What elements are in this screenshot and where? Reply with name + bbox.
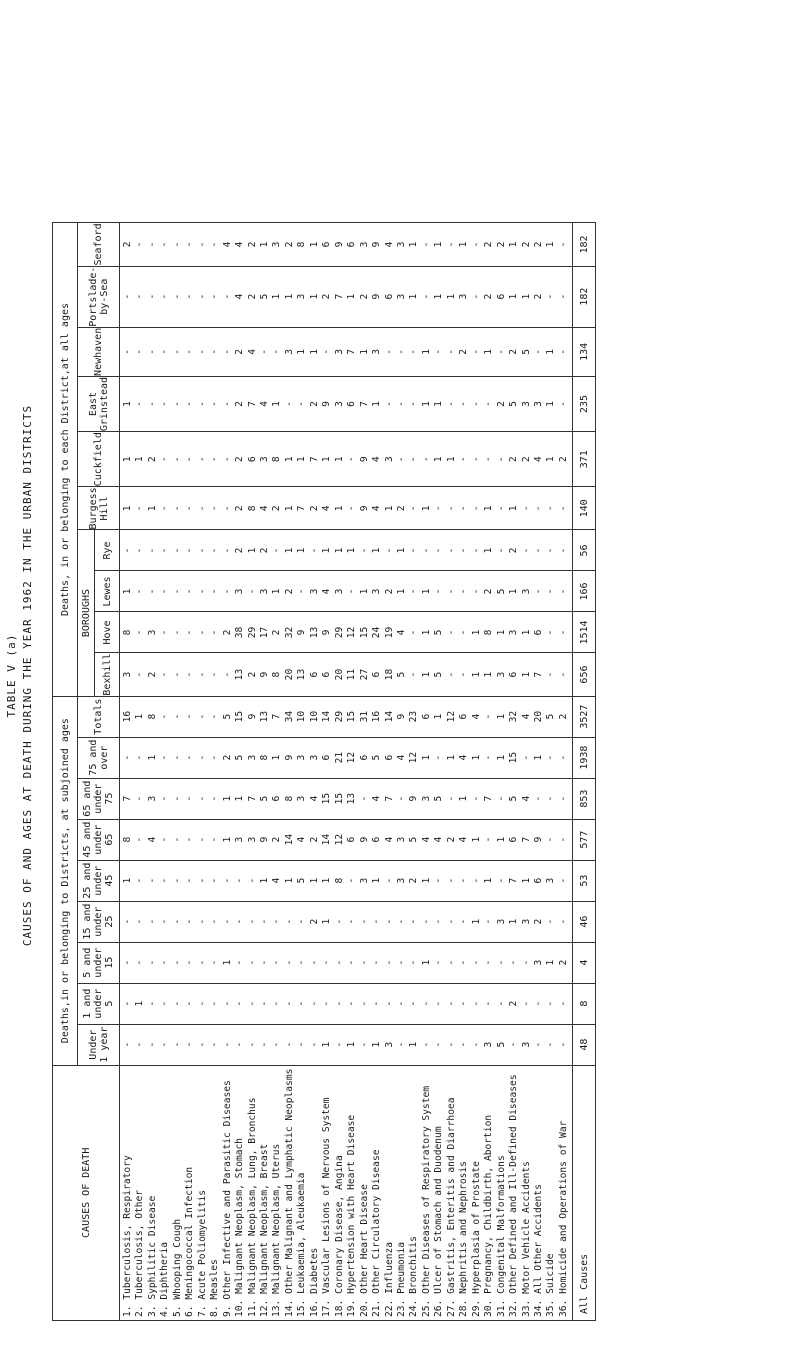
district-values-9 <box>120 223 573 266</box>
age-total-2: 4 <box>573 942 596 983</box>
age-col-5: 45 and under 65 <box>78 819 120 860</box>
district-total-8: 182 <box>573 266 596 327</box>
age-values-7 <box>120 737 573 778</box>
district-total-4: 140 <box>573 487 596 530</box>
age-values-col: - 1 - - - - - - - - - - - - - - - - - - - - - - - - - - - - - 2 - - - - <box>122 1000 569 1007</box>
district-values-col: - - - - - - - - - 4 2 5 1 1 3 1 2 7 1 2 9 6 3 1 - 1 1 3 - 2 6 1 1 2 - - <box>122 293 569 300</box>
age-values-2 <box>120 942 573 983</box>
district-col-6: East Grinstead <box>78 376 120 431</box>
age-col-6: 65 and under 75 <box>78 778 120 819</box>
age-col-2: 5 and under 15 <box>78 942 120 983</box>
causes-table <box>52 222 596 1321</box>
causes-list-cell <box>120 1065 573 1320</box>
district-values-3 <box>120 530 573 571</box>
age-total-6: 853 <box>573 778 596 819</box>
district-col-7: Newhaven <box>78 327 120 376</box>
district-group-header: Deaths, in or belonging to each District,at all ages <box>53 223 78 696</box>
age-total-7: 1938 <box>573 737 596 778</box>
age-total-3: 46 <box>573 901 596 942</box>
age-values-col: - - - - - - - - - - - - - - - 2 1 - - - - - - - - - - - 1 - 3 1 3 2 - - <box>122 918 569 925</box>
table-title: CAUSES OF AND AGES AT DEATH DURING THE YEAR 1962 IN THE URBAN DISTRICTS <box>21 404 34 947</box>
district-values-4 <box>120 487 573 530</box>
age-col-3: 15 and under 25 <box>78 901 120 942</box>
age-values-col: 7 - 3 - - - - - 1 1 7 5 6 8 3 4 15 15 13 - 4 7 - 9 3 5 - 1 - 7 - 5 4 - - - <box>122 792 569 805</box>
age-values-col: 16 1 8 - - - - - 5 15 9 13 7 34 10 10 14 29 15 31 16 14 9 23 6 1 12 6 4 - 1 32 4 20 5 2 <box>122 710 569 723</box>
district-col-1: Hove <box>95 612 120 653</box>
table-label: TABLE V (a) <box>5 633 18 718</box>
age-values-8 <box>120 696 573 737</box>
district-total-9: 182 <box>573 223 596 266</box>
age-values-col: - - - - - - - - 1 - - - - - - - - - - - - - - - 1 - - - - - - - - 3 1 2 <box>122 959 569 966</box>
district-total-1: 1514 <box>573 612 596 653</box>
district-col-2: Lewes <box>95 571 120 612</box>
district-values-7 <box>120 327 573 376</box>
boroughs-header: BOROUGHS <box>78 530 95 696</box>
age-total-4: 53 <box>573 860 596 901</box>
district-values-col: 3 - 2 - - - - - - 13 2 9 8 20 13 6 6 20 11 27 6 18 5 - 1 5 - - 1 1 3 6 1 7 - - <box>122 668 569 681</box>
district-values-col: 1 - 1 - - - - - - 2 8 4 2 1 7 2 4 1 - 9 4 1 2 - 1 - - - - 1 - 1 - - - - <box>122 505 569 512</box>
page-titles <box>4 0 36 1351</box>
district-total-3: 56 <box>573 530 596 571</box>
totals-row <box>573 223 596 1321</box>
age-total-5: 577 <box>573 819 596 860</box>
district-values-col: 1 1 2 - - - - - - 2 6 3 8 1 1 7 1 1 - 9 4 3 - - - 1 1 - - - - 2 2 4 1 2 <box>122 456 569 463</box>
age-values-5 <box>120 819 573 860</box>
age-total-0: 48 <box>573 1024 596 1065</box>
district-col-3: Rye <box>95 530 120 571</box>
district-total-0: 656 <box>573 653 596 696</box>
age-col-0: Under 1 year <box>78 1024 120 1065</box>
age-values-col: 1 - - - - - - - - - - 1 4 1 5 1 1 8 - 3 1 - 3 2 1 - - - - 1 - 7 1 6 3 - <box>122 877 569 884</box>
age-total-1: 8 <box>573 983 596 1024</box>
district-values-0 <box>120 653 573 696</box>
district-total-5: 371 <box>573 432 596 487</box>
district-values-col: 1 - - - - - - - - 3 - 3 1 2 - 3 4 3 - 1 3 2 1 - 1 - - - - 2 5 1 3 - - - <box>122 588 569 595</box>
age-values-col: - - 1 - - - - - 2 5 3 8 1 9 3 3 6 21 12 6 5 6 4 12 1 - 1 4 1 - 1 15 - 1 - - <box>122 751 569 764</box>
district-total-7: 134 <box>573 327 596 376</box>
age-total-8: 3527 <box>573 696 596 737</box>
district-values-col: 8 - 3 - - - - - 2 38 29 17 2 32 9 13 9 29 12 15 24 19 4 - 1 5 - - 1 8 1 3 1 6 - - <box>122 626 569 639</box>
district-values-6 <box>120 376 573 431</box>
district-col-9: Seaford <box>78 223 120 266</box>
district-values-8 <box>120 266 573 327</box>
district-values-col: - - - - - - - - - 2 4 - - 3 1 1 - 3 7 1 3 - - - 1 - - 2 - 1 - 2 5 - 1 - <box>122 348 569 355</box>
totals-label: All Causes <box>573 1065 596 1320</box>
district-col-5: Cuckfield <box>78 432 120 487</box>
causes-header: CAUSES OF DEATH <box>53 1065 120 1320</box>
district-values-col: - - - - - - - - - 2 1 2 - 1 1 - 1 1 1 - 1 - 1 - - - - - - 1 - 2 - - - - <box>122 547 569 554</box>
district-values-5 <box>120 432 573 487</box>
age-values-1 <box>120 983 573 1024</box>
age-group-header: Deaths,in or belonging to Districts, at subjoined ages <box>53 696 78 1065</box>
district-values-col: 2 - - - - - - - 4 4 2 1 3 2 8 1 6 9 6 3 9 4 3 1 - 1 - 1 - 2 2 1 2 2 1 - <box>122 241 569 248</box>
age-col-1: 1 and under 5 <box>78 983 120 1024</box>
age-col-4: 25 and under 45 <box>78 860 120 901</box>
age-values-0 <box>120 1024 573 1065</box>
district-total-6: 235 <box>573 376 596 431</box>
age-values-4 <box>120 860 573 901</box>
district-total-2: 166 <box>573 571 596 612</box>
age-values-col: - - - - - - - - - - - - - - - - 1 - 1 - 1 3 - 1 - - - - - 3 5 - 3 - - - <box>122 1041 569 1048</box>
causes-list: 1. Tuberculosis, Respiratory 2. Tuberculosis, Other 3. Syphilitic Disease 4. Diphtheria 5. Whooping Cough 6. Meningococcal Infection 7. Acute Poliomyelitis 8. Measles 9. Other Infective and Parasitic Diseases 10. Malignant Neoplasm, Stomach 11. Malignant Neoplasm, Lung, Bronchus 12. Malignant Neoplasm, Breast 13. Malignant Neoplasm, Uterus 14. Other Malignant and Lymphatic Neoplasms 15. Leukaemia, Aleukaemia 16. Diabetes 17. Vascular Lesions of Nervous System 18. Coronary Disease, Angina 19. Hypertension with Heart Disease 20. Other Heart Disease 21. Other Circulatory Disease 22. Influenza 23. Pneumonia 24. Bronchitis 25. Other Diseases of Respiratory System 26. Ulcer of Stomach and Duodenum 27. Gastritis, Enteritis and Diarrhoea 28. Nephritis and Nephrosis 29. Hyperplasia of Prostate 30. Pregnancy, Childbirth, Abortion 31. Congenital Malformations 32. Other Defined and Ill-Defined Diseases 33. Motor Vehicle Accidents 34. All Other Accidents 35. Suicide 36. Homicide and Operations of War <box>122 1068 569 1317</box>
district-values-2 <box>120 571 573 612</box>
district-col-0: Bexhill <box>95 653 120 696</box>
district-values-col: 1 - - - - - - - - 2 7 4 1 - - 2 9 3 6 7 1 - - - 1 1 - - - - 2 5 3 3 1 - <box>122 401 569 407</box>
age-values-col: 8 - 4 - - - - - 1 3 3 9 2 14 4 2 14 12 6 9 6 4 3 5 4 4 2 4 1 - 1 6 7 9 - - <box>122 833 569 846</box>
age-values-3 <box>120 901 573 942</box>
district-col-8: Portslade-by-Sea <box>78 266 120 327</box>
table-body-row <box>120 223 573 1321</box>
age-values-6 <box>120 778 573 819</box>
district-col-4: Burgess Hill <box>78 487 120 530</box>
age-col-7: 75 and over <box>78 737 120 778</box>
age-col-8: Totals <box>78 696 120 737</box>
district-values-1 <box>120 612 573 653</box>
